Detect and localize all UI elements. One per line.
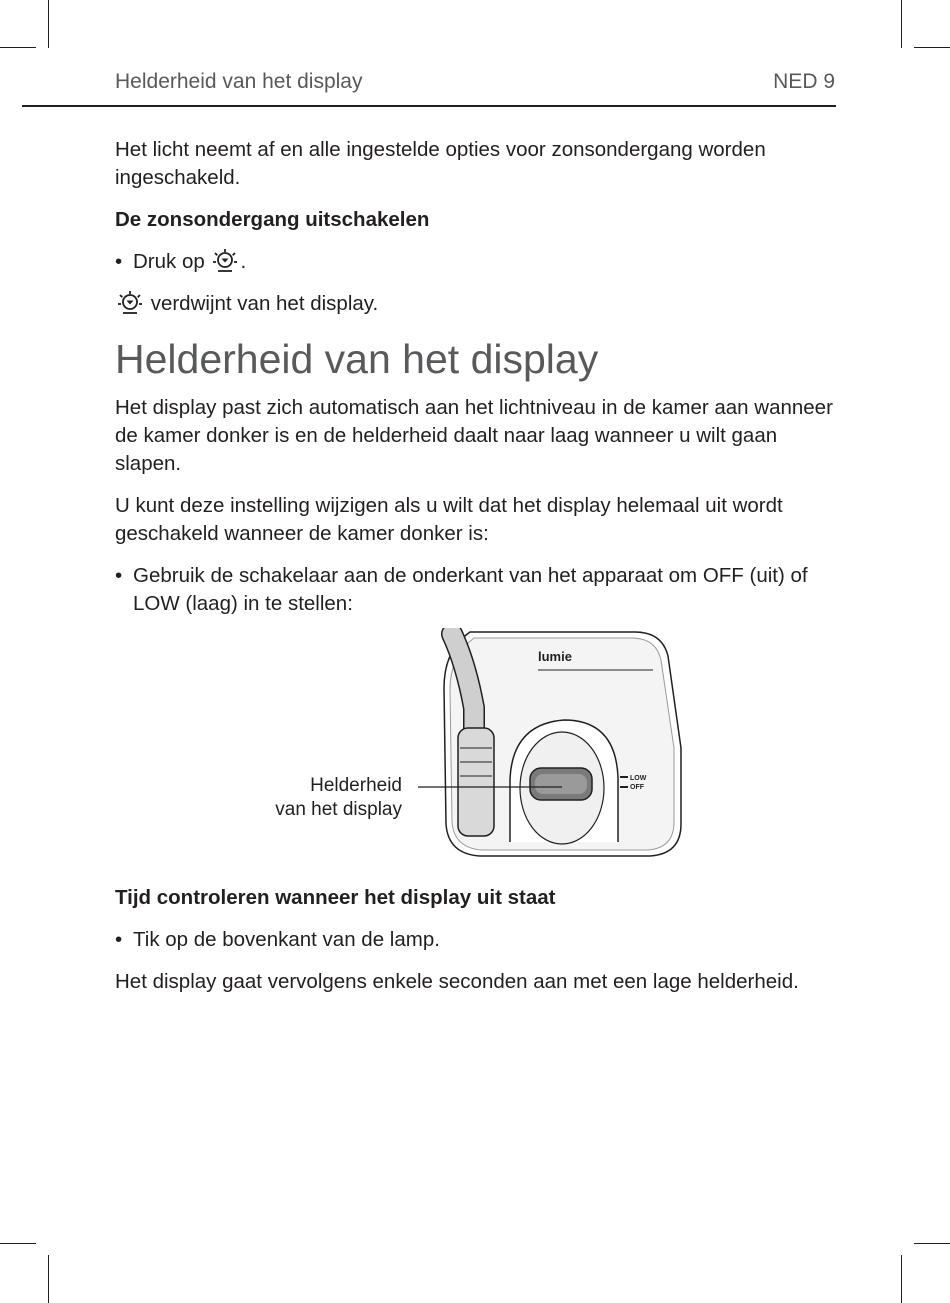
crop-mark <box>901 1255 902 1303</box>
brightness-heading: Helderheid van het display <box>115 336 599 382</box>
header-rule <box>22 105 836 107</box>
check-time-result: Het display gaat vervolgens enkele seconden aan met een lage helderheid. <box>115 970 799 993</box>
check-time-heading: Tijd controleren wanneer het display uit staat <box>115 886 556 909</box>
brightness-paragraph-1: Het display past zich automatisch aan het lichtniveau in de kamer aan wanneer de kamer donker is en de helderheid daalt naar laag wanneer u wilt gaan slapen. <box>115 396 833 475</box>
sunset-off-bullet <box>115 248 840 276</box>
crop-mark <box>901 0 902 48</box>
bullet-dot: • <box>115 564 123 587</box>
check-time-section <box>115 884 840 996</box>
figure-label-line-2: van het display <box>275 799 402 820</box>
sunset-icon <box>115 290 145 316</box>
bullet-text: Tik op de bovenkant van de lamp. <box>133 928 440 951</box>
bullet-text: Gebruik de schakelaar aan de onderkant van het apparaat om OFF (uit) of LOW (laag) in te stellen: <box>133 564 808 615</box>
bullet-text <box>133 248 246 276</box>
figure-label-line-1: Helderheid <box>310 775 402 796</box>
crop-mark <box>48 0 49 48</box>
crop-mark <box>0 1243 36 1244</box>
brightness-bullet <box>115 562 840 618</box>
sunset-off-result <box>115 290 840 318</box>
running-header-title: Helderheid van het display <box>115 70 363 93</box>
sunset-icon <box>210 248 240 274</box>
cable-strain-relief <box>458 728 494 836</box>
brand-logo-text: lumie <box>538 649 572 664</box>
page-content <box>115 136 840 618</box>
crop-mark <box>0 47 36 48</box>
page-number: NED 9 <box>773 70 835 93</box>
device-illustration <box>260 628 700 864</box>
switch-off-label: OFF <box>630 784 644 791</box>
bullet-suffix: . <box>240 250 247 273</box>
sunset-off-result-text: verdwijnt van het display. <box>150 292 379 315</box>
device-base-figure <box>260 628 700 864</box>
crop-mark <box>914 1243 950 1244</box>
sunset-off-heading: De zonsondergang uitschakelen <box>115 208 430 231</box>
bullet-prefix: Druk op <box>133 250 205 273</box>
crop-mark <box>48 1255 49 1303</box>
brightness-paragraph-2: U kunt deze instelling wijzigen als u wilt dat het display helemaal uit wordt geschakeld wanneer de kamer donker is: <box>115 494 783 545</box>
crop-mark <box>914 47 950 48</box>
switch-low-label: LOW <box>630 775 647 782</box>
check-time-bullet <box>115 926 840 954</box>
bullet-dot: • <box>115 928 123 951</box>
bullet-dot: • <box>115 250 123 273</box>
intro-paragraph: Het licht neemt af en alle ingestelde opties voor zonsondergang worden ingeschakeld. <box>115 138 766 189</box>
